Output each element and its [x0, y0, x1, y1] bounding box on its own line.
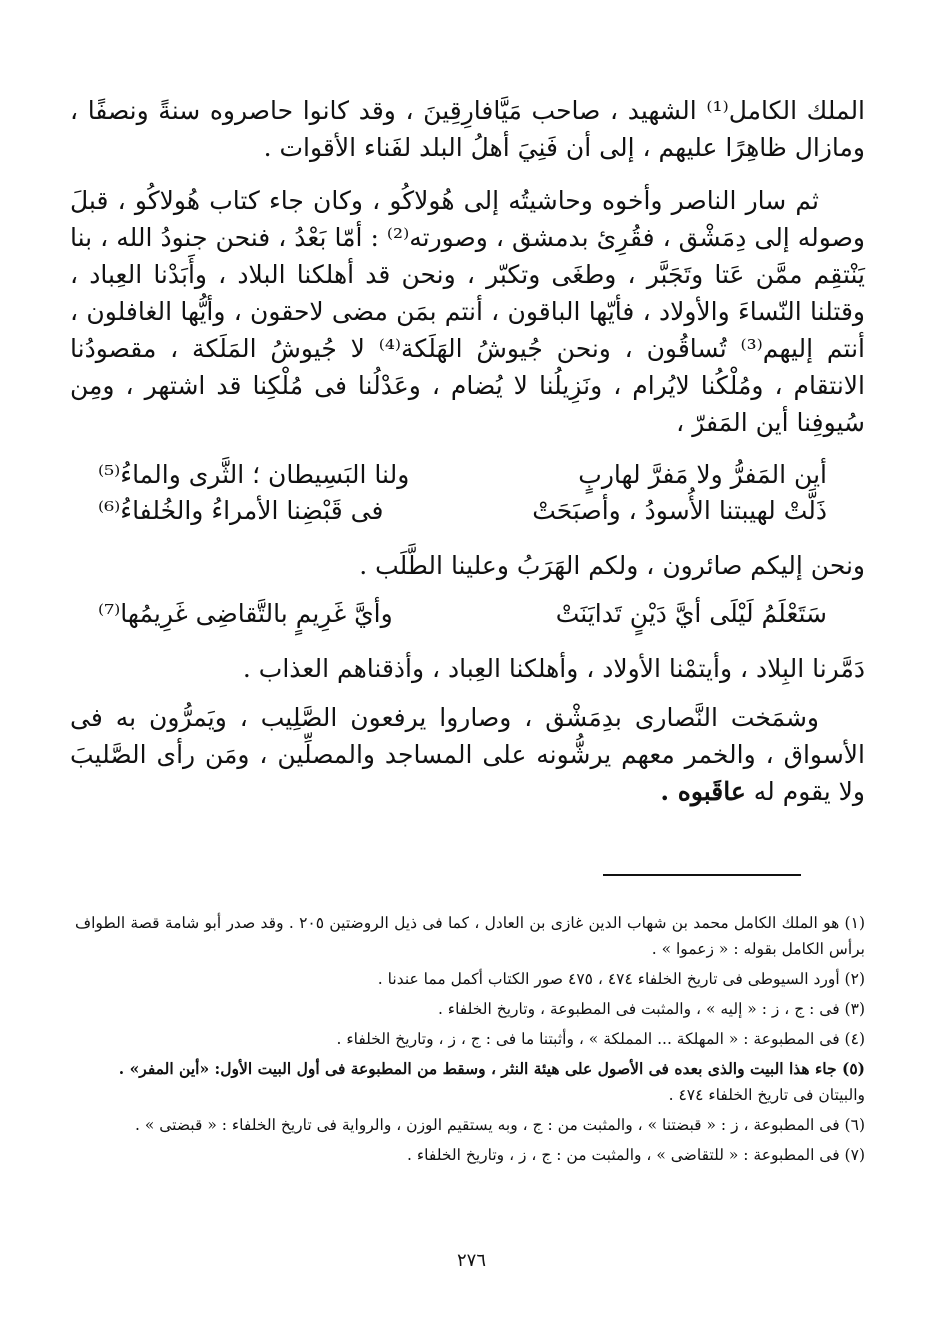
paragraph-last — [70, 699, 865, 810]
footnote-5-rest: والبيتان فى تاريخ الخلفاء ٤٧٤ . — [668, 1086, 865, 1104]
footnote-6: (٦) فى المطبوعة ، ز : « قبضتنا » ، والمثبت من : ج ، وبه يستقيم الوزن ، والرواية فى تاريخ الخلفاء : « قبضتى » . — [135, 1116, 865, 1134]
footnote-3: (٣) فى : ج ، ز : « إليه » ، والمثبت فى المطبوعة ، وتاريخ الخلفاء . — [437, 1000, 865, 1018]
verse-first-hemistich: أين المَفرُّ ولا مَفرَّ لهاربٍ — [578, 460, 827, 489]
verse-block-2 — [70, 596, 865, 632]
verse-second-hemistich: ولنا البَسِيطان ؛ الثَّرى والماءُ⁽⁵⁾ — [98, 460, 410, 489]
verse-block-1 — [70, 457, 865, 529]
footnote-4: (٤) فى المطبوعة : « المهلكة ... المملكة » ، وأثبتنا ما فى : ج ، ز ، وتاريخ الخلفاء . — [336, 1030, 865, 1048]
paragraph-2: ثم سار الناصر وأخوه وحاشيتُه إلى هُولاكُو ، وكان جاء كتاب هُولاكُو ، قبلَ وصوله إلى دِمَشْق ، فقُرِئ بدمشق ، وصورته⁽²⁾ : أمّا بَعْدُ ، فنحن جنودُ الله ، بنا يَنْتقِم ممَّن عَتا وتَجَبَّر ، وطغَى وتكبّر ، ونحن قد أهلكنا البلاد ، وأَبَدْنا العِباد ، وقتلنا النّساءَ والأولاد ، فأيّها الباقون ، أنتم بمَن مضى لاحقون ، وأيُّها الغافلون ، أنتم إليهم⁽³⁾ تُساقُون ، ونحن جُيوشُ الهَلَكة⁽⁴⁾ لا جُيوشُ المَلَكة ، مقصودُنا الانتقام ، ومُلْكُنا لايُرام ، ونَزِيلُنا لا يُضام ، وعَدْلُنا فى مُلْكِنا قد اشتهر ، ومِن سُيوفِنا أين المَفرّ ، — [70, 186, 866, 437]
verse-line — [70, 596, 865, 632]
footnote-5 — [75, 1056, 865, 1108]
prose-line: دَمَّرنا البِلاد ، وأيتمْنا الأولاد ، وأهلكنا العِباد ، وأذقناهم العذاب . — [242, 654, 865, 683]
main-text — [70, 92, 865, 826]
verse-first-hemistich: ذَلَّتْ لهيبتنا الأُسودُ ، وأصبَحَتْ — [532, 496, 827, 525]
footnote-7: (٧) فى المطبوعة : « للتقاضى » ، والمثبت من : ج ، ز ، وتاريخ الخلفاء . — [407, 1146, 865, 1164]
footnotes — [75, 910, 865, 1172]
prose-line: ونحن إليكم صائرون ، ولكم الهَرَبُ وعلينا الطَّلَب . — [359, 551, 865, 580]
verse-first-hemistich: سَتَعْلَمُ لَيْلَى أيَّ دَيْنٍ تَدايَنَتْ — [555, 599, 827, 628]
footnote-2: (٢) أورد السيوطى فى تاريخ الخلفاء ٤٧٤ ، ٤٧٥ صور الكتاب أكمل مما عندنا . — [377, 970, 865, 988]
paragraph-1: الملك الكامل⁽¹⁾ الشهيد ، صاحب مَيَّافارِقِينَ ، وقد كانوا حاصروه سنةً ونصفًا ، ومازال ظاهِرًا عليهم ، إلى أن فَنِيَ أهلُ البلد لفَناء الأقوات . — [70, 96, 866, 162]
paragraph-last-text: وشمَخت النَّصارى بدِمَشْق ، وصاروا يرفعون الصَّلِيب ، ويَمرُّون به فى الأسواق ، والخمر معهم يرشُّونه على المساجد والمصلِّين ، ومَن رأى الصَّليبَ ولا يقوم له — [70, 703, 865, 806]
verse-second-hemistich: وأيَّ غَرِيمٍ بالتَّقاضِى غَرِيمُها⁽⁷⁾ — [98, 599, 393, 628]
verse-line — [70, 493, 865, 529]
verse-second-hemistich: فى قَبْضِنا الأمراءُ والخُلفاءُ⁽⁶⁾ — [98, 496, 384, 525]
footnote-1: (١) هو الملك الكامل محمد بن شهاب الدين غازى بن العادل ، كما فى ذيل الروضتين ٢٠٥ . وقد صدر أبو شامة قصة الطواف برأس الكامل بقوله : « زعموا » . — [75, 914, 865, 958]
footnote-5-bold: (٥) جاء هذا البيت والذى بعده فى الأصول على هيئة النثر ، وسقط من المطبوعة فى أول البيت الأول: «أين المفر» . — [118, 1059, 865, 1078]
paragraph-last-bold: عاقَبوه . — [660, 777, 746, 806]
footnote-divider — [603, 874, 801, 876]
page-number: ٢٧٦ — [456, 1250, 486, 1271]
verse-line — [70, 457, 865, 493]
